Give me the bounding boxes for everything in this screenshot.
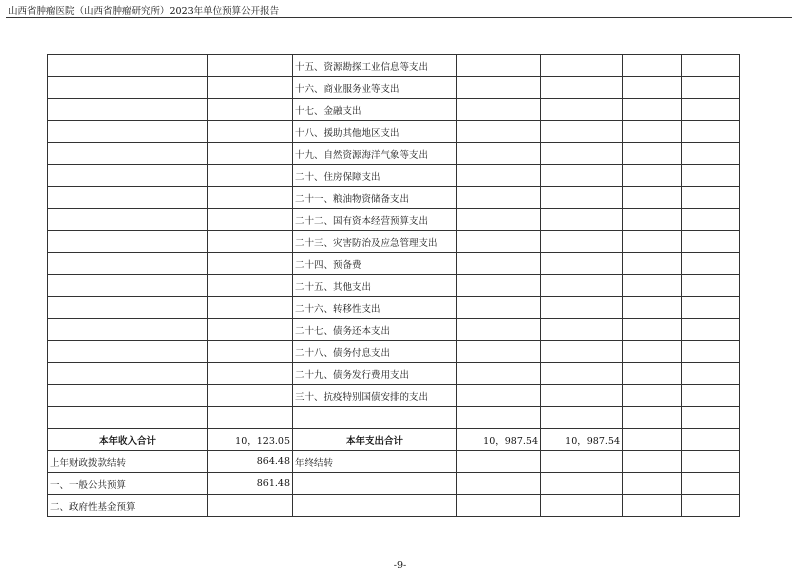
expenditure-item-label: 二十九、债务发行费用支出 bbox=[293, 363, 457, 385]
empty-cell bbox=[208, 231, 293, 253]
empty-cell bbox=[682, 253, 740, 275]
expenditure-row bbox=[48, 297, 740, 319]
empty-cell bbox=[48, 187, 208, 209]
income-total-value: 10，123.05 bbox=[208, 429, 293, 451]
empty-cell bbox=[48, 209, 208, 231]
empty-cell bbox=[208, 275, 293, 297]
empty-cell bbox=[541, 165, 623, 187]
empty-cell bbox=[208, 253, 293, 275]
empty-cell bbox=[541, 253, 623, 275]
expenditure-row bbox=[48, 385, 740, 407]
empty-cell bbox=[457, 77, 541, 99]
expenditure-row bbox=[48, 187, 740, 209]
empty-cell bbox=[457, 363, 541, 385]
empty-cell bbox=[541, 275, 623, 297]
header-divider bbox=[6, 17, 792, 18]
empty-cell bbox=[623, 319, 682, 341]
empty-cell bbox=[48, 341, 208, 363]
empty-cell bbox=[623, 363, 682, 385]
expenditure-rows bbox=[48, 55, 740, 407]
empty-cell bbox=[457, 341, 541, 363]
expenditure-item-label: 十九、自然资源海洋气象等支出 bbox=[293, 143, 457, 165]
empty-cell bbox=[623, 55, 682, 77]
empty-cell bbox=[48, 253, 208, 275]
empty-cell bbox=[457, 121, 541, 143]
expenditure-row bbox=[48, 319, 740, 341]
empty-cell bbox=[208, 77, 293, 99]
empty-cell bbox=[682, 231, 740, 253]
empty-cell bbox=[457, 143, 541, 165]
empty-cell bbox=[208, 297, 293, 319]
empty-cell bbox=[682, 165, 740, 187]
empty-cell bbox=[457, 165, 541, 187]
empty-cell bbox=[208, 363, 293, 385]
totals-row bbox=[48, 429, 740, 451]
empty-cell bbox=[208, 319, 293, 341]
empty-cell bbox=[48, 143, 208, 165]
empty-cell bbox=[623, 253, 682, 275]
expenditure-item-label: 二十七、债务还本支出 bbox=[293, 319, 457, 341]
income-total-label: 本年收入合计 bbox=[48, 429, 208, 451]
empty-cell bbox=[208, 165, 293, 187]
expenditure-item-label: 二十、住房保障支出 bbox=[293, 165, 457, 187]
empty-cell bbox=[682, 99, 740, 121]
empty-cell bbox=[682, 187, 740, 209]
empty-cell bbox=[457, 319, 541, 341]
budget-table bbox=[47, 54, 740, 517]
expenditure-row bbox=[48, 341, 740, 363]
empty-cell bbox=[208, 55, 293, 77]
empty-cell bbox=[623, 231, 682, 253]
expenditure-item-label: 二十八、债务付息支出 bbox=[293, 341, 457, 363]
expenditure-row bbox=[48, 253, 740, 275]
expenditure-item-label: 十六、商业服务业等支出 bbox=[293, 77, 457, 99]
empty-cell bbox=[623, 77, 682, 99]
expenditure-row bbox=[48, 99, 740, 121]
empty-cell bbox=[541, 77, 623, 99]
empty-cell bbox=[457, 385, 541, 407]
empty-cell bbox=[208, 341, 293, 363]
expenditure-item-label: 十七、金融支出 bbox=[293, 99, 457, 121]
empty-cell bbox=[457, 253, 541, 275]
empty-cell bbox=[48, 165, 208, 187]
empty-cell bbox=[457, 209, 541, 231]
empty-cell bbox=[48, 121, 208, 143]
fund-budget-label: 二、政府性基金预算 bbox=[48, 495, 208, 517]
carryover-value: 864.48 bbox=[208, 451, 293, 473]
empty-cell bbox=[208, 209, 293, 231]
carryover-row bbox=[48, 451, 740, 473]
carryover-label: 上年财政拨款结转 bbox=[48, 451, 208, 473]
empty-cell bbox=[682, 275, 740, 297]
empty-cell bbox=[623, 99, 682, 121]
empty-cell bbox=[623, 121, 682, 143]
empty-cell bbox=[541, 143, 623, 165]
empty-cell bbox=[48, 231, 208, 253]
expenditure-item-label: 二十三、灾害防治及应急管理支出 bbox=[293, 231, 457, 253]
empty-cell bbox=[48, 385, 208, 407]
empty-cell bbox=[208, 121, 293, 143]
empty-cell bbox=[541, 385, 623, 407]
empty-cell bbox=[208, 385, 293, 407]
expenditure-row bbox=[48, 143, 740, 165]
empty-cell bbox=[48, 297, 208, 319]
expenditure-row bbox=[48, 77, 740, 99]
expenditure-item-label: 二十四、预备费 bbox=[293, 253, 457, 275]
empty-cell bbox=[623, 275, 682, 297]
general-budget-label: 一、一般公共预算 bbox=[48, 473, 208, 495]
empty-cell bbox=[541, 297, 623, 319]
empty-cell bbox=[541, 187, 623, 209]
expenditure-row bbox=[48, 165, 740, 187]
empty-cell bbox=[682, 341, 740, 363]
empty-cell bbox=[208, 187, 293, 209]
empty-cell bbox=[208, 99, 293, 121]
empty-cell bbox=[682, 77, 740, 99]
empty-cell bbox=[682, 209, 740, 231]
empty-cell bbox=[541, 121, 623, 143]
empty-cell bbox=[48, 99, 208, 121]
general-budget-row bbox=[48, 473, 740, 495]
empty-cell bbox=[682, 55, 740, 77]
empty-cell bbox=[48, 319, 208, 341]
empty-cell bbox=[682, 385, 740, 407]
empty-cell bbox=[682, 121, 740, 143]
empty-cell bbox=[623, 143, 682, 165]
expenditure-row bbox=[48, 363, 740, 385]
empty-cell bbox=[457, 99, 541, 121]
expenditure-row bbox=[48, 231, 740, 253]
expenditure-item-label: 二十六、转移性支出 bbox=[293, 297, 457, 319]
empty-cell bbox=[48, 363, 208, 385]
expense-total-value: 10，987.54 bbox=[457, 429, 541, 451]
empty-cell bbox=[541, 99, 623, 121]
empty-cell bbox=[623, 165, 682, 187]
expenditure-row bbox=[48, 55, 740, 77]
empty-cell bbox=[623, 297, 682, 319]
empty-cell bbox=[457, 55, 541, 77]
empty-cell bbox=[457, 297, 541, 319]
empty-cell bbox=[623, 385, 682, 407]
empty-cell bbox=[48, 55, 208, 77]
empty-cell bbox=[48, 275, 208, 297]
expense-total-value-2: 10，987.54 bbox=[541, 429, 623, 451]
empty-cell bbox=[682, 319, 740, 341]
expenditure-row bbox=[48, 209, 740, 231]
expense-total-label: 本年支出合计 bbox=[293, 429, 457, 451]
empty-cell bbox=[623, 341, 682, 363]
empty-cell bbox=[541, 319, 623, 341]
report-header-title: 山西省肿瘤医院（山西省肿瘤研究所）2023年单位预算公开报告 bbox=[8, 6, 280, 17]
year-end-carryover-label: 年终结转 bbox=[293, 451, 457, 473]
empty-cell bbox=[623, 209, 682, 231]
empty-cell bbox=[541, 231, 623, 253]
empty-cell bbox=[623, 187, 682, 209]
general-budget-value: 861.48 bbox=[208, 473, 293, 495]
expenditure-item-label: 十五、资源勘探工业信息等支出 bbox=[293, 55, 457, 77]
empty-cell bbox=[457, 231, 541, 253]
empty-cell bbox=[457, 275, 541, 297]
expenditure-item-label: 二十二、国有资本经营预算支出 bbox=[293, 209, 457, 231]
empty-cell bbox=[541, 55, 623, 77]
empty-cell bbox=[541, 341, 623, 363]
empty-cell bbox=[682, 143, 740, 165]
empty-cell bbox=[541, 363, 623, 385]
expenditure-row bbox=[48, 275, 740, 297]
empty-cell bbox=[457, 187, 541, 209]
empty-cell bbox=[48, 77, 208, 99]
expenditure-item-label: 三十、抗疫特别国债安排的支出 bbox=[293, 385, 457, 407]
expenditure-row bbox=[48, 121, 740, 143]
expenditure-item-label: 二十一、粮油物资储备支出 bbox=[293, 187, 457, 209]
empty-cell bbox=[541, 209, 623, 231]
expenditure-item-label: 十八、援助其他地区支出 bbox=[293, 121, 457, 143]
page-number: -9- bbox=[393, 560, 407, 571]
empty-cell bbox=[208, 143, 293, 165]
empty-cell bbox=[682, 363, 740, 385]
empty-cell bbox=[682, 297, 740, 319]
blank-row bbox=[48, 407, 740, 429]
fund-budget-row bbox=[48, 495, 740, 517]
expenditure-item-label: 二十五、其他支出 bbox=[293, 275, 457, 297]
